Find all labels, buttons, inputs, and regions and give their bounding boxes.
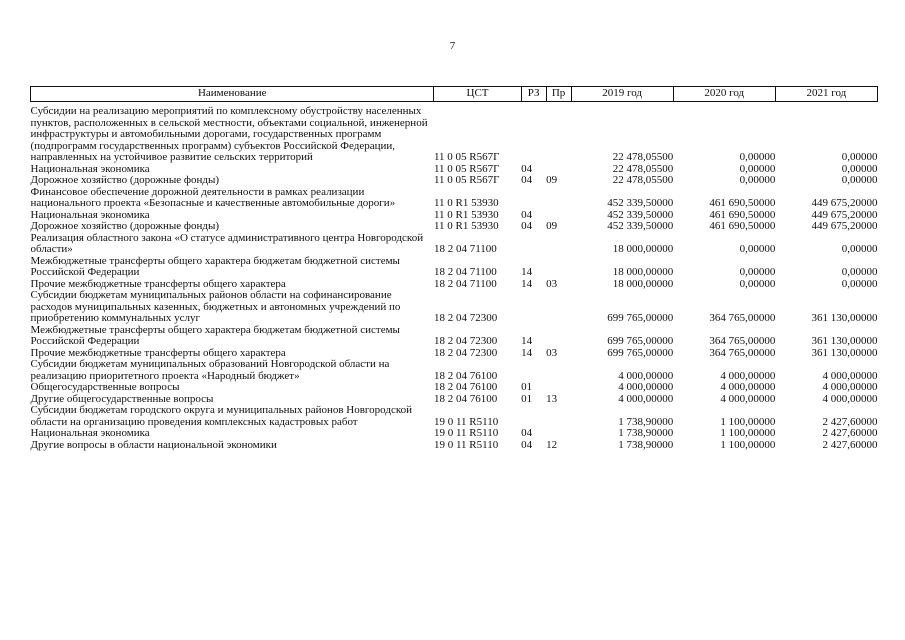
row-value-2020: 1 100,00000 <box>720 427 776 439</box>
row-value-2019: 4 000,00000 <box>618 381 674 393</box>
header-rz: РЗ <box>521 87 546 102</box>
row-pr <box>546 382 571 394</box>
row-value-2020: 1 100,00000 <box>720 438 776 451</box>
row-cst: 18 2 04 71100 <box>433 266 497 278</box>
row-value-2021: 361 130,00000 <box>811 335 878 347</box>
table-row <box>31 428 878 440</box>
row-cst: 18 2 04 76100 <box>433 392 498 405</box>
row-value-2019: 18 000,00000 <box>612 266 674 278</box>
header-2019: 2019 год <box>571 87 673 102</box>
row-value-2020: 0,00000 <box>739 277 776 290</box>
row-value-2021: 2 427,60000 <box>822 415 878 428</box>
row-value-2021: 449 675,20000 <box>811 197 878 209</box>
row-value-2020: 461 690,50000 <box>709 208 776 221</box>
row-cst: 18 2 04 76100 <box>433 369 498 382</box>
row-cst: 18 2 04 71100 <box>433 243 497 255</box>
budget-table <box>30 86 878 451</box>
row-value-2019: 452 339,50000 <box>607 208 674 221</box>
row-value-2020: 364 765,00000 <box>709 312 776 324</box>
row-pr: 13 <box>546 392 558 405</box>
row-value-2020: 0,00000 <box>739 162 776 175</box>
row-name: Другие общегосударственные вопросы <box>30 392 214 405</box>
row-value-2021: 449 675,20000 <box>811 220 878 232</box>
row-value-2020: 0,00000 <box>739 174 776 186</box>
row-value-2019: 4 000,00000 <box>618 369 674 382</box>
row-value-2020: 0,00000 <box>739 243 776 255</box>
row-value-2019: 22 478,05500 <box>612 162 674 175</box>
row-name: Финансовое обеспечение дорожной деятельности в рамках реализации национального проекта «Безопасные и качественные автомобильные дороги» <box>30 185 396 209</box>
row-name: Общегосударственные вопросы <box>30 381 180 393</box>
row-rz: 14 <box>521 335 533 347</box>
row-rz: 14 <box>521 266 533 278</box>
row-rz: 14 <box>521 346 533 359</box>
row-value-2019: 699 765,00000 <box>607 346 674 359</box>
row-rz: 04 <box>521 174 533 186</box>
row-value-2020: 364 765,00000 <box>709 346 776 359</box>
row-value-2020: 461 690,50000 <box>709 220 776 232</box>
row-value-2019: 699 765,00000 <box>607 312 674 324</box>
row-value-2019: 452 339,50000 <box>607 220 674 232</box>
row-value-2021: 449 675,20000 <box>811 208 878 221</box>
row-pr <box>546 405 571 428</box>
table-row <box>31 382 878 394</box>
row-value-2019: 452 339,50000 <box>607 197 674 209</box>
row-value-2019: 1 738,90000 <box>618 427 674 439</box>
row-cst: 18 2 04 72300 <box>433 335 498 347</box>
header-cst: ЦСТ <box>434 87 521 102</box>
row-rz: 01 <box>521 381 533 393</box>
row-value-2019: 1 738,90000 <box>618 415 674 428</box>
row-name: Другие вопросы в области национальной экономики <box>30 438 277 451</box>
row-name: Национальная экономика <box>30 162 150 175</box>
row-value-2020: 1 100,00000 <box>720 415 776 428</box>
table-row <box>31 256 878 279</box>
row-cst: 18 2 04 72300 <box>433 346 498 359</box>
row-value-2021: 0,00000 <box>841 151 878 163</box>
header-2020: 2020 год <box>673 87 775 102</box>
row-pr: 12 <box>546 438 558 451</box>
row-name: Прочие межбюджетные трансферты общего характера <box>30 277 286 290</box>
row-value-2021: 4 000,00000 <box>822 369 878 382</box>
row-cst: 11 0 05 R567Г <box>433 174 500 186</box>
row-cst: 19 0 11 R5110 <box>433 427 499 439</box>
row-name: Национальная экономика <box>30 427 150 439</box>
row-cst: 18 2 04 76100 <box>433 381 498 393</box>
row-rz <box>521 359 546 382</box>
row-cst: 11 0 R1 53930 <box>433 220 499 232</box>
row-pr <box>546 256 571 279</box>
row-name: Дорожное хозяйство (дорожные фонды) <box>30 174 220 186</box>
row-pr <box>546 233 571 256</box>
row-value-2021: 2 427,60000 <box>822 438 878 451</box>
row-value-2019: 22 478,05500 <box>612 151 674 163</box>
row-pr: 03 <box>546 346 558 359</box>
row-rz <box>521 187 546 210</box>
row-name: Национальная экономика <box>30 208 150 221</box>
row-name: Субсидии бюджетам муниципальных районов области на софинансирование расходов муниципальных казенных, бюджетных и автономных учреждений по приобретению коммунальных услуг <box>30 289 401 324</box>
row-rz: 04 <box>521 162 533 175</box>
row-rz: 01 <box>521 392 533 405</box>
row-value-2019: 4 000,00000 <box>618 392 674 405</box>
row-cst: 19 0 11 R5110 <box>433 415 499 428</box>
row-pr: 03 <box>546 277 558 290</box>
page-number: 7 <box>449 40 456 52</box>
row-pr <box>546 359 571 382</box>
table-row <box>31 187 878 210</box>
row-value-2021: 0,00000 <box>841 266 878 278</box>
row-value-2019: 22 478,05500 <box>612 174 674 186</box>
table-row <box>31 359 878 382</box>
row-value-2019: 699 765,00000 <box>607 335 674 347</box>
table-row <box>31 221 878 233</box>
row-cst: 11 0 R1 53930 <box>433 197 499 209</box>
row-rz <box>521 233 546 256</box>
row-rz: 04 <box>521 438 533 451</box>
row-name: Субсидии на реализацию мероприятий по комплексному обустройству населенных пунктов, расположенных в сельской местности, объектами социальной, инженерной инфраструктуры и автомобильными дорогами, государственных программ (подпрограмм государственных программ) субъектов Российской Федерации, направленных на устойчивое развитие сельских территорий <box>30 105 428 163</box>
row-value-2020: 461 690,50000 <box>709 197 776 209</box>
row-value-2020: 4 000,00000 <box>720 369 776 382</box>
row-pr <box>546 290 571 325</box>
row-cst: 18 2 04 71100 <box>433 277 497 290</box>
row-value-2021: 0,00000 <box>841 162 878 175</box>
table-row <box>31 290 878 325</box>
row-name: Прочие межбюджетные трансферты общего характера <box>30 346 286 359</box>
row-value-2021: 0,00000 <box>841 243 878 255</box>
row-cst: 11 0 R1 53930 <box>433 208 499 221</box>
row-rz <box>521 405 546 428</box>
row-value-2021: 361 130,00000 <box>811 312 878 324</box>
table-row <box>31 405 878 428</box>
row-pr <box>546 106 571 164</box>
row-value-2020: 4 000,00000 <box>720 392 776 405</box>
row-value-2019: 1 738,90000 <box>618 438 674 451</box>
row-rz: 04 <box>521 208 533 221</box>
table-body <box>31 102 878 452</box>
table-row <box>31 233 878 256</box>
header-name: Наименование <box>31 87 434 102</box>
row-pr <box>546 325 571 348</box>
table-row <box>31 440 878 452</box>
row-rz: 04 <box>521 220 533 232</box>
row-value-2021: 361 130,00000 <box>811 346 878 359</box>
row-value-2021: 0,00000 <box>841 174 878 186</box>
row-value-2021: 4 000,00000 <box>822 381 878 393</box>
row-name: Межбюджетные трансферты общего характера бюджетам бюджетной системы Российской Федерации <box>30 254 400 278</box>
row-value-2019: 18 000,00000 <box>612 277 674 290</box>
row-value-2021: 2 427,60000 <box>822 427 878 439</box>
row-cst: 11 0 05 R567Г <box>433 162 500 175</box>
header-pr: Пр <box>546 87 571 102</box>
row-value-2020: 0,00000 <box>739 151 776 163</box>
row-value-2019: 18 000,00000 <box>612 243 674 255</box>
row-cst: 11 0 05 R567Г <box>433 151 500 163</box>
row-value-2021: 4 000,00000 <box>822 392 878 405</box>
row-name: Межбюджетные трансферты общего характера бюджетам бюджетной системы Российской Федерации <box>30 323 400 347</box>
row-name: Субсидии бюджетам муниципальных образований Новгородской области на реализацию приоритетного проекта «Народный бюджет» <box>30 358 390 382</box>
row-cst: 19 0 11 R5110 <box>433 438 499 451</box>
header-2021: 2021 год <box>775 87 877 102</box>
row-pr: 09 <box>546 220 558 232</box>
row-value-2020: 364 765,00000 <box>709 335 776 347</box>
table-row <box>31 325 878 348</box>
row-value-2020: 4 000,00000 <box>720 381 776 393</box>
row-pr <box>546 187 571 210</box>
row-rz: 04 <box>521 427 533 439</box>
row-cst: 18 2 04 72300 <box>433 312 498 324</box>
row-rz: 14 <box>521 277 533 290</box>
row-rz <box>521 106 546 164</box>
table-header-row <box>31 87 878 102</box>
row-rz <box>521 290 546 325</box>
row-name: Субсидии бюджетам городского округа и муниципальных районов Новгородской области на организацию проведения комплексных кадастровых работ <box>30 404 412 428</box>
row-value-2020: 0,00000 <box>739 266 776 278</box>
row-name: Дорожное хозяйство (дорожные фонды) <box>30 220 220 232</box>
row-pr: 09 <box>546 174 558 186</box>
table-row <box>31 175 878 187</box>
row-value-2021: 0,00000 <box>841 277 878 290</box>
row-name: Реализация областного закона «О статусе административного центра Новгородской области» <box>30 231 424 255</box>
row-pr <box>546 428 571 440</box>
table-row <box>31 106 878 164</box>
